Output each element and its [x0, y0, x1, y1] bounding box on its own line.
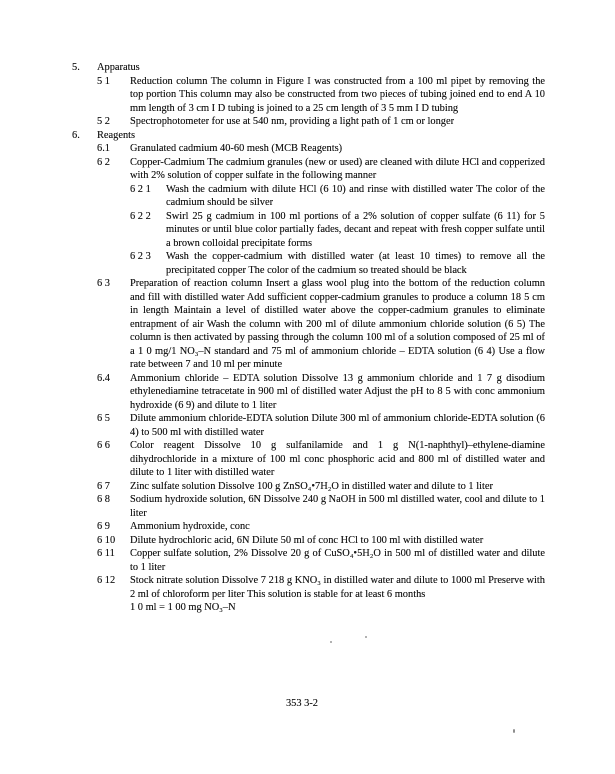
item-text-main: Dilute ammonium chloride-EDTA solution Dilute 300 ml of ammonium chloride-EDTA solution (6 4) to 500 ml with distilled water — [130, 413, 545, 438]
section-item — [72, 547, 545, 574]
section-item — [72, 534, 545, 548]
item-text — [166, 250, 545, 277]
item-number: 6 8 — [97, 494, 110, 505]
item-number: 6 10 — [97, 534, 116, 546]
item-text — [130, 412, 545, 439]
scan-artifact — [365, 636, 367, 638]
item-text — [130, 480, 545, 494]
section-item — [72, 61, 545, 75]
item-number: 6 2 1 — [130, 183, 151, 195]
item-number: 6 11 — [97, 548, 115, 559]
item-text — [130, 534, 545, 548]
item-text-continued: 1 0 ml = 1 00 mg NO₃–N — [130, 602, 236, 613]
section-item — [72, 412, 545, 439]
item-text — [130, 156, 545, 183]
item-number: 6 5 — [97, 413, 110, 424]
section-item — [72, 142, 545, 156]
section-item — [72, 129, 545, 143]
section-item — [72, 574, 545, 615]
item-text-main: Dilute hydrochloric acid, 6N Dilute 50 ml of conc HCl to 100 ml with distilled water — [130, 534, 484, 546]
item-number: 6 12 — [97, 575, 116, 586]
item-text-main: Copper-Cadmium The cadmium granules (new or used) are cleaned with dilute HCl and copperized with 2% solution of copper sulfate in the following manner — [130, 156, 545, 181]
item-text-main: Swirl 25 g cadmium in 100 ml portions of a 2% solution of copper sulfate (6 11) for 5 minutes or until blue color partially fades, decant and repeat with fresh copper sulfate until a brown colloidal precipitate forms — [166, 210, 545, 249]
item-number: 5 2 — [97, 116, 110, 127]
scan-artifact — [330, 641, 332, 643]
section-item — [72, 493, 545, 520]
item-number: 5 1 — [97, 75, 110, 87]
item-text — [130, 493, 545, 520]
section-item — [72, 183, 545, 210]
item-text-main: Ammonium chloride – EDTA solution Dissolve 13 g ammonium chloride and 1 7 g disodium ethylenediamine tetracetate in 900 ml of distilled water Adjust the pH to 8 5 with conc ammonium hydroxide (6 9) and dilute to 1 liter — [130, 372, 545, 411]
section-item — [72, 156, 545, 183]
item-number: 6 3 — [97, 278, 110, 289]
item-number: 6 9 — [97, 521, 110, 532]
item-text — [97, 129, 545, 143]
section-item — [72, 277, 545, 372]
item-text-main: Wash the cadmium with dilute HCl (6 10) and rinse with distilled water The color of the cadmium should be silver — [166, 183, 545, 208]
section-item — [72, 210, 545, 251]
item-number: 6 2 3 — [130, 251, 151, 262]
item-text — [166, 210, 545, 251]
section-item — [72, 520, 545, 534]
item-text-main: Reduction column The column in Figure I was constructed from a 100 ml pipet by removing the top portion This column may also be constructed from two pieces of tubing joined end to end A 10 mm length of 3 cm I D tubing is joined to a 25 cm length of 3 5 mm I D tubing — [130, 75, 545, 114]
item-text — [130, 277, 545, 372]
item-text-main: Reagents — [97, 129, 136, 141]
item-number: 6 7 — [97, 480, 110, 492]
item-text-main: Zinc sulfate solution Dissolve 100 g ZnSO₄•7H₂O in distilled water and dilute to 1 liter — [130, 480, 493, 492]
item-text — [166, 183, 545, 210]
section-item — [72, 480, 545, 494]
item-text — [130, 142, 545, 156]
item-text — [130, 547, 545, 574]
item-text — [130, 115, 545, 129]
item-text-main: Apparatus — [97, 62, 140, 73]
item-text — [130, 75, 545, 116]
section-item — [72, 115, 545, 129]
item-text-main: Stock nitrate solution Dissolve 7 218 g KNO₃ in distilled water and dilute to 1000 ml Preserve with 2 ml of chloroform per liter This solution is stable for at least 6 months — [130, 575, 545, 600]
item-text-main: Preparation of reaction column Insert a glass wool plug into the bottom of the reduction column and fill with distilled water Add sufficient copper-cadmium granules to produce a column 18 5 cm in length Maintain a level of distilled water above the copper-cadmium granules to eliminate entrapment of air Wash the column with 200 ml of dilute ammonium chloride solution (6 5) The column is then activated by passing through the column 100 ml of a solution composed of 25 ml of a 1 0 mg/1 NO₃–N standard and 75 ml of ammonium chloride – EDTA solution (6 4) Use a flow rate between 7 and 10 ml per minute — [130, 278, 545, 370]
item-text-main: Color reagent Dissolve 10 g sulfanilamide and 1 g N(1-naphthyl)–ethylene-diamine dihydrochloride in a mixture of 100 ml conc phosphoric acid and 800 ml of distilled water and dilute to 1 liter with distilled water — [130, 440, 545, 478]
item-text — [130, 574, 545, 615]
section-item — [72, 75, 545, 116]
item-text-main: Ammonium hydroxide, conc — [130, 521, 250, 532]
item-number: 6 2 — [97, 156, 110, 168]
item-number: 5. — [72, 62, 80, 73]
item-text — [130, 439, 545, 480]
document-body — [72, 61, 545, 615]
item-number: 6.1 — [97, 143, 110, 154]
scan-artifact — [513, 729, 515, 733]
item-number: 6. — [72, 129, 80, 141]
item-text-main: Copper sulfate solution, 2% Dissolve 20 g of CuSO₄•5H₂O in 500 ml of distilled water and dilute to 1 liter — [130, 548, 545, 573]
item-text-main: Spectrophotometer for use at 540 nm, providing a light path of 1 cm or longer — [130, 116, 455, 127]
section-item — [72, 372, 545, 413]
item-text-main: Sodium hydroxide solution, 6N Dissolve 240 g NaOH in 500 ml distilled water, cool and dilute to 1 liter — [130, 494, 545, 519]
item-text — [130, 372, 545, 413]
item-text-main: Wash the copper-cadmium with distilled water (at least 10 times) to remove all the precipitated copper The color of the cadmium so treated should be black — [166, 251, 545, 276]
item-text — [130, 520, 545, 534]
item-text — [97, 61, 545, 75]
item-text-main: Granulated cadmium 40-60 mesh (MCB Reagents) — [130, 143, 343, 154]
section-item — [72, 439, 545, 480]
item-number: 6 6 — [97, 440, 110, 451]
page-number: 353 3-2 — [285, 698, 319, 709]
item-number: 6 2 2 — [130, 210, 151, 222]
section-item — [72, 250, 545, 277]
item-number: 6.4 — [97, 372, 110, 384]
